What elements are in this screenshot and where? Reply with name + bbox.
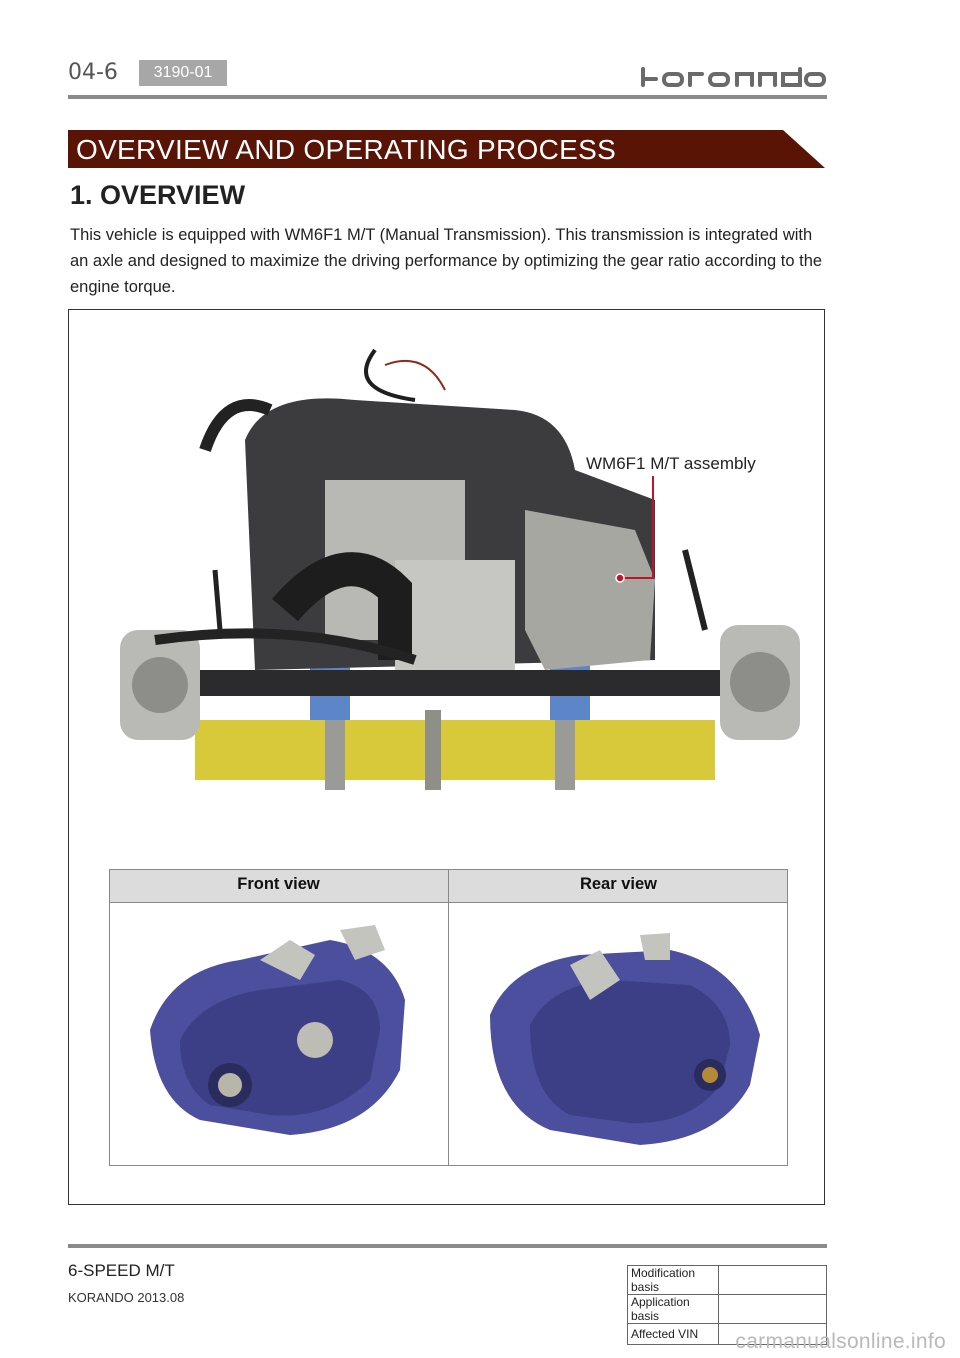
info-row-modification <box>628 1266 827 1295</box>
callout-label: WM6F1 M/T assembly <box>586 454 756 473</box>
views-table-divider <box>448 870 449 1165</box>
banner-title: OVERVIEW AND OPERATING PROCESS <box>76 134 617 165</box>
front-view-header: Front view <box>237 875 320 893</box>
transmission-rear-view-image <box>470 925 770 1150</box>
footer-rule <box>68 1244 827 1248</box>
info-value <box>719 1295 827 1324</box>
korando-logo <box>640 66 827 88</box>
footer-title: 6-SPEED M/T <box>68 1261 175 1280</box>
info-label: Affected VIN <box>628 1324 719 1345</box>
rear-view-header: Rear view <box>579 875 658 893</box>
engine-assembly-image <box>95 330 810 790</box>
page-number: 04-6 <box>68 60 118 85</box>
info-label: Modification basis <box>628 1266 719 1295</box>
info-value <box>719 1266 827 1295</box>
section-title: 1. OVERVIEW <box>70 180 246 210</box>
watermark: carmanualsonline.info <box>735 1330 946 1353</box>
overview-paragraph: This vehicle is equipped with WM6F1 M/T (Manual Transmission). This transmission is integrated with an axle and designed to maximize the driving performance by optimizing the gear ratio according to the engine torque. <box>70 226 823 296</box>
info-row-application <box>628 1295 827 1324</box>
info-label: Application basis <box>628 1295 719 1324</box>
header-rule <box>68 95 827 99</box>
section-code-badge: 3190-01 <box>139 60 227 86</box>
transmission-front-view-image <box>140 920 420 1140</box>
footer-subtitle: KORANDO 2013.08 <box>68 1290 185 1305</box>
callout-leader-line <box>560 470 680 590</box>
